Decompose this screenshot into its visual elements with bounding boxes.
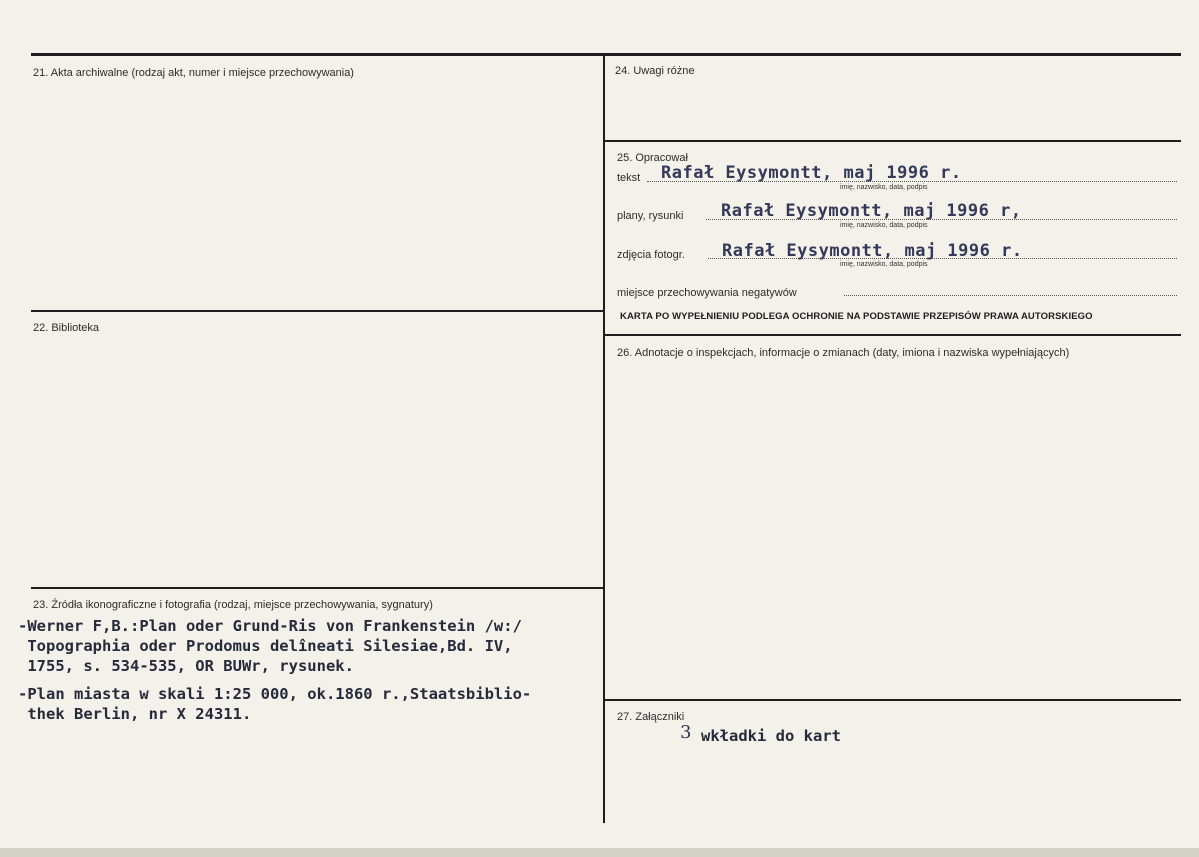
- section-22-label: 22. Biblioteka: [33, 322, 100, 334]
- scan-edge: [0, 848, 1199, 857]
- source-line: -Werner F,B.:Plan oder Grund-Ris von Frankenstein /w:/: [18, 617, 522, 635]
- divider-24-25: [604, 140, 1181, 142]
- section-21-label: 21. Akta archiwalne (rodzaj akt, numer i miejsce przechowywania): [33, 67, 354, 79]
- row-plany-value: Rafał Eysymontt, maj 1996 r,: [721, 201, 1022, 221]
- attachment-value: wkładki do kart: [701, 727, 841, 745]
- row-zdjecia-sublabel: imię, nazwisko, data, podpis: [840, 261, 928, 268]
- source-line: thek Berlin, nr X 24311.: [18, 705, 252, 723]
- row-tekst-value: Rafał Eysymontt, maj 1996 r.: [661, 163, 962, 183]
- divider-22-23: [31, 587, 604, 589]
- source-line: 1755, s. 534-535, OR BUWr, rysunek.: [18, 657, 354, 675]
- section-26-label: 26. Adnotacje o inspekcjach, informacje o zmianach (daty, imiona i nazwiska wypełniających): [617, 347, 1070, 359]
- source-entry: [18, 684, 531, 724]
- negatives-label: miejsce przechowywania negatywów: [617, 287, 797, 299]
- source-entry: [18, 616, 522, 676]
- section-27-label: 27. Załączniki: [617, 711, 685, 723]
- row-plany-sublabel: imię, nazwisko, data, podpis: [840, 222, 928, 229]
- top-rule: [31, 53, 1181, 56]
- center-divider: [603, 55, 605, 823]
- row-tekst-sublabel: imię, nazwisko, data, podpis: [840, 184, 928, 191]
- negatives-dots: [844, 295, 1177, 296]
- section-24-label: 24. Uwagi różne: [615, 65, 695, 77]
- divider-21-22: [31, 310, 604, 312]
- section-23-label: 23. Źródła ikonograficzne i fotografia (rodzaj, miejsce przechowywania, sygnatury): [33, 599, 433, 611]
- row-tekst-label: tekst: [617, 172, 641, 184]
- row-zdjecia-label: zdjęcia fotogr.: [617, 249, 685, 261]
- attachment-count: 3: [680, 722, 692, 743]
- source-line: -Plan miasta w skali 1:25 000, ok.1860 r.,Staatsbiblio-: [18, 685, 532, 703]
- divider-26-27: [604, 699, 1181, 701]
- section-25-label: 25. Opracował: [617, 152, 688, 164]
- row-zdjecia-value: Rafał Eysymontt, maj 1996 r.: [722, 241, 1023, 261]
- copyright-notice: KARTA PO WYPEŁNIENIU PODLEGA OCHRONIE NA PODSTAWIE PRZEPISÓW PRAWA AUTORSKIEGO: [620, 311, 1093, 322]
- row-plany-label: plany, rysunki: [617, 210, 684, 222]
- source-line: Topographia oder Prodomus delîneati Silesiae,Bd. IV,: [18, 637, 513, 655]
- divider-25-26: [604, 334, 1181, 336]
